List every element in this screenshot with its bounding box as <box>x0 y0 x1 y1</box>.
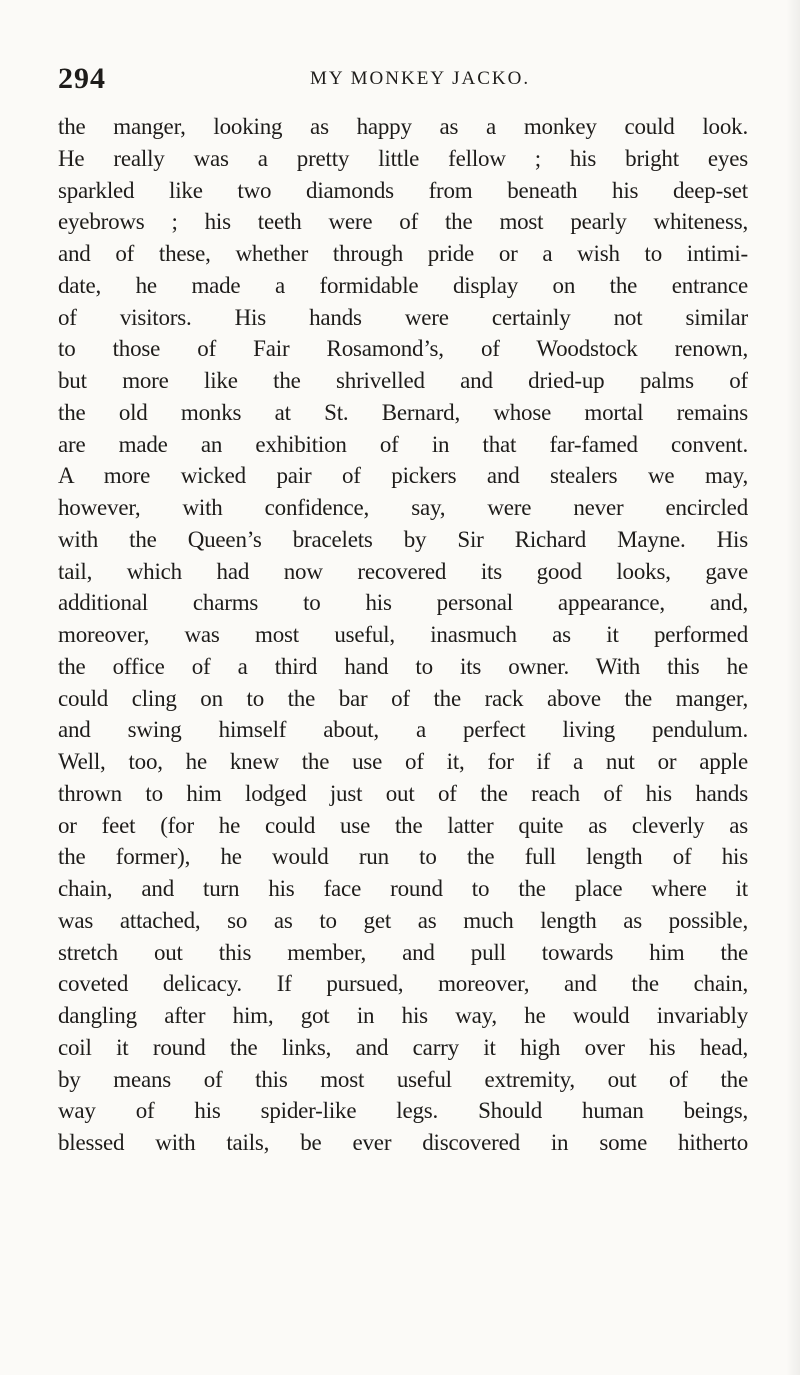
text-line: the office of a third hand to its owner. With this he <box>58 653 748 679</box>
text-line: tail, which had now recovered its good looks, gave <box>58 558 748 584</box>
text-line: however, with confidence, say, were never encircled <box>58 495 748 520</box>
text-line: but more like the shrivelled and dried-up palms of <box>58 368 748 393</box>
text-line: additional charms to his personal appearance, and, <box>58 590 748 616</box>
page-edge-shadow <box>786 0 800 1375</box>
text-line: stretch out this member, and pull towards him the <box>58 939 748 965</box>
text-line: chain, and turn his face round to the place where it <box>58 876 748 901</box>
text-line: the old monks at St. Bernard, whose mortal remains <box>58 399 748 425</box>
text-line: coil it round the links, and carry it high over his head, <box>58 1034 748 1060</box>
running-title: MY MONKEY JACKO. <box>310 68 531 89</box>
page-number: 294 <box>58 62 106 95</box>
text-line: date, he made a formidable display on the entrance <box>58 272 748 298</box>
text-line: Well, too, he knew the use of it, for if a nut or apple <box>58 749 748 774</box>
text-line: thrown to him lodged just out of the reach of his hands <box>58 780 748 806</box>
text-line: of visitors. His hands were certainly not similar <box>58 304 748 330</box>
text-line: A more wicked pair of pickers and stealers we may, <box>58 463 748 489</box>
text-line: the manger, looking as happy as a monkey could look. <box>58 114 748 139</box>
text-line: by means of this most useful extremity, out of the <box>58 1066 748 1092</box>
text-line: blessed with tails, be ever discovered in some hitherto <box>58 1130 748 1155</box>
text-line: way of his spider-like legs. Should human beings, <box>58 1098 748 1124</box>
text-line: eyebrows ; his teeth were of the most pearly whiteness, <box>58 209 748 235</box>
body-text <box>58 111 748 1159</box>
text-line: are made an exhibition of in that far-famed convent. <box>58 431 748 457</box>
text-line: to those of Fair Rosamond’s, of Woodstock renown, <box>58 336 748 362</box>
text-line: moreover, was most useful, inasmuch as it performed <box>58 622 748 647</box>
text-line: He really was a pretty little fellow ; his bright eyes <box>58 145 748 171</box>
text-line: and swing himself about, a perfect living pendulum. <box>58 717 748 743</box>
running-head <box>58 62 748 96</box>
text-line: with the Queen’s bracelets by Sir Richard Mayne. His <box>58 526 748 552</box>
text-line: dangling after him, got in his way, he would invariably <box>58 1003 748 1028</box>
text-line: the former), he would run to the full length of his <box>58 844 748 870</box>
text-line: coveted delicacy. If pursued, moreover, and the chain, <box>58 971 748 997</box>
text-line: or feet (for he could use the latter quite as cleverly as <box>58 812 748 838</box>
text-line: could cling on to the bar of the rack above the manger, <box>58 685 748 711</box>
text-line: and of these, whether through pride or a wish to intimi- <box>58 241 748 266</box>
text-line: was attached, so as to get as much length as possible, <box>58 907 748 933</box>
text-line: sparkled like two diamonds from beneath his deep-set <box>58 177 748 203</box>
